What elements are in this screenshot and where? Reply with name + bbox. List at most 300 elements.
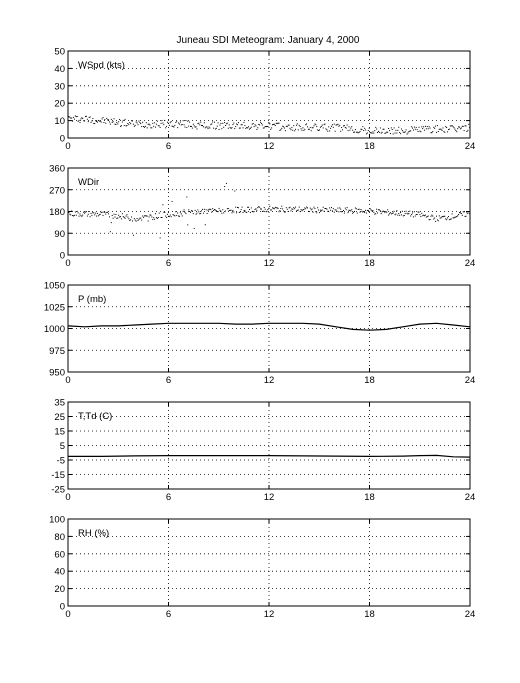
data-point <box>166 217 167 218</box>
data-point <box>113 121 114 122</box>
data-point <box>320 127 321 128</box>
data-point <box>140 123 141 124</box>
data-point <box>327 131 328 132</box>
x-tick-label: 12 <box>263 258 275 269</box>
data-point <box>147 216 148 217</box>
data-point <box>410 130 411 131</box>
panel-5 <box>49 515 475 621</box>
data-point <box>87 119 88 120</box>
data-point <box>73 117 74 118</box>
data-point <box>341 211 342 212</box>
data-point <box>162 204 163 205</box>
data-point <box>258 124 259 125</box>
data-point <box>303 209 304 210</box>
data-point <box>389 213 390 214</box>
data-point <box>291 209 292 210</box>
y-tick-label: 180 <box>49 207 65 218</box>
data-point <box>395 133 396 134</box>
x-tick-label: 6 <box>165 141 172 152</box>
data-point <box>178 123 179 124</box>
data-point <box>221 128 222 129</box>
data-point <box>268 122 269 123</box>
data-point <box>310 127 311 128</box>
data-point <box>274 208 275 209</box>
data-point <box>246 127 247 128</box>
data-point <box>151 216 152 217</box>
data-point <box>263 211 264 212</box>
y-tick-label: 270 <box>49 185 65 197</box>
data-point <box>415 216 416 217</box>
data-point <box>268 208 269 209</box>
data-point <box>75 212 76 213</box>
data-point <box>368 210 369 211</box>
data-point <box>248 126 249 127</box>
data-point <box>233 123 234 124</box>
data-point <box>283 126 284 127</box>
data-point <box>402 130 403 131</box>
data-point <box>210 124 211 125</box>
data-point <box>441 217 442 218</box>
data-point <box>435 126 436 127</box>
y-tick-label: -15 <box>51 470 65 481</box>
data-point <box>116 122 117 123</box>
data-point <box>282 208 283 209</box>
panel-label: T,Td (C) <box>78 411 113 422</box>
data-point <box>120 216 121 217</box>
data-point <box>240 128 241 129</box>
data-point <box>345 208 346 209</box>
data-point <box>79 120 80 121</box>
data-point <box>322 210 323 211</box>
data-point <box>428 128 429 129</box>
data-point <box>342 129 343 130</box>
data-point <box>171 121 172 122</box>
data-point <box>398 127 399 128</box>
data-point <box>160 127 161 128</box>
data-point <box>208 209 209 210</box>
x-tick-label: 24 <box>464 375 476 386</box>
data-point <box>221 213 222 214</box>
data-point <box>190 212 191 213</box>
data-point <box>192 128 193 129</box>
plot-frame <box>68 519 470 606</box>
data-point <box>421 213 422 214</box>
data-point <box>105 123 106 124</box>
data-point <box>366 213 367 214</box>
data-point <box>230 210 231 211</box>
data-point <box>177 213 178 214</box>
data-point <box>346 128 347 129</box>
data-point <box>185 213 186 214</box>
data-point <box>371 132 372 133</box>
data-point <box>193 213 194 214</box>
data-point <box>158 125 159 126</box>
data-point <box>222 209 223 210</box>
data-point <box>296 211 297 212</box>
data-point <box>161 217 162 218</box>
data-point <box>257 207 258 208</box>
data-point <box>383 129 384 130</box>
data-point <box>84 120 85 121</box>
data-point <box>179 216 180 217</box>
data-point <box>376 129 377 130</box>
data-point <box>420 216 421 217</box>
data-point <box>83 120 84 121</box>
data-point <box>367 132 368 133</box>
data-point <box>325 208 326 209</box>
data-point <box>410 215 411 216</box>
data-point <box>199 213 200 214</box>
y-tick-label: 1025 <box>43 302 65 314</box>
data-point <box>100 214 101 215</box>
data-point <box>385 211 386 212</box>
data-point <box>99 214 100 215</box>
data-point <box>367 210 368 211</box>
data-point <box>354 132 355 133</box>
data-point <box>391 127 392 128</box>
data-point <box>316 212 317 213</box>
data-point <box>126 216 127 217</box>
data-point <box>253 211 254 212</box>
data-point <box>297 210 298 211</box>
data-point <box>152 123 153 124</box>
data-point <box>226 123 227 124</box>
data-point <box>348 210 349 211</box>
data-point <box>305 208 306 209</box>
data-point <box>196 126 197 127</box>
data-point <box>446 127 447 128</box>
y-tick-label: 5 <box>59 441 65 452</box>
data-point <box>455 130 456 131</box>
data-point <box>445 126 446 127</box>
data-point <box>414 127 415 128</box>
data-point <box>428 216 429 217</box>
x-tick-label: 24 <box>464 258 476 269</box>
data-point <box>108 119 109 120</box>
data-point <box>219 129 220 130</box>
data-point <box>249 209 250 210</box>
data-point <box>137 122 138 123</box>
data-point <box>280 129 281 130</box>
data-point <box>380 127 381 128</box>
data-point <box>145 126 146 127</box>
data-point <box>69 214 70 215</box>
data-point <box>318 210 319 211</box>
data-point <box>288 211 289 212</box>
data-point <box>160 237 161 238</box>
data-point <box>220 211 221 212</box>
data-point <box>271 127 272 128</box>
data-point <box>179 124 180 125</box>
data-point <box>348 126 349 127</box>
data-point <box>395 214 396 215</box>
data-point <box>242 124 243 125</box>
data-point <box>157 218 158 219</box>
data-point <box>121 218 122 219</box>
data-point <box>181 213 182 214</box>
data-point <box>176 121 177 122</box>
data-point <box>392 213 393 214</box>
data-point <box>198 123 199 124</box>
data-point <box>243 210 244 211</box>
data-point <box>399 132 400 133</box>
data-point <box>448 216 449 217</box>
data-point <box>406 129 407 130</box>
data-point <box>254 211 255 212</box>
data-point <box>279 210 280 211</box>
data-point <box>374 214 375 215</box>
data-point <box>125 119 126 120</box>
data-point <box>214 209 215 210</box>
data-point <box>80 215 81 216</box>
data-point <box>247 207 248 208</box>
data-point <box>386 132 387 133</box>
data-point <box>213 128 214 129</box>
data-point <box>321 126 322 127</box>
data-point <box>139 122 140 123</box>
data-point <box>430 216 431 217</box>
data-point <box>85 212 86 213</box>
data-point <box>440 218 441 219</box>
data-point <box>243 127 244 128</box>
data-point <box>290 128 291 129</box>
data-point <box>249 129 250 130</box>
data-point <box>442 127 443 128</box>
data-point <box>418 131 419 132</box>
data-point <box>177 127 178 128</box>
data-point <box>468 211 469 212</box>
data-point <box>117 123 118 124</box>
data-point <box>131 216 132 217</box>
data-point <box>130 123 131 124</box>
data-point <box>220 125 221 126</box>
data-point <box>413 216 414 217</box>
data-point <box>422 215 423 216</box>
data-point <box>387 132 388 133</box>
data-point <box>138 121 139 122</box>
data-point <box>94 123 95 124</box>
data-point <box>276 207 277 208</box>
data-point <box>266 126 267 127</box>
data-point <box>119 119 120 120</box>
data-point <box>115 214 116 215</box>
data-point <box>338 211 339 212</box>
data-point <box>157 121 158 122</box>
data-point <box>121 125 122 126</box>
data-point <box>252 211 253 212</box>
data-point <box>356 132 357 133</box>
data-point <box>343 210 344 211</box>
data-point <box>387 209 388 210</box>
data-point <box>150 215 151 216</box>
data-point <box>110 231 111 232</box>
data-point <box>426 128 427 129</box>
x-tick-label: 24 <box>464 492 476 503</box>
data-point <box>267 126 268 127</box>
data-point <box>99 121 100 122</box>
data-point <box>451 125 452 126</box>
data-point <box>266 211 267 212</box>
data-point <box>207 127 208 128</box>
data-point <box>317 207 318 208</box>
data-point <box>352 213 353 214</box>
data-point <box>140 218 141 219</box>
data-point <box>83 212 84 213</box>
data-point <box>68 214 69 215</box>
data-point <box>297 123 298 124</box>
data-point <box>69 117 70 118</box>
data-point <box>272 124 273 125</box>
data-point <box>431 215 432 216</box>
data-point <box>201 125 202 126</box>
data-point <box>74 215 75 216</box>
data-point <box>292 209 293 210</box>
data-point <box>239 212 240 213</box>
x-tick-label: 6 <box>165 375 172 386</box>
data-point <box>233 212 234 213</box>
data-point <box>353 132 354 133</box>
x-tick-label: 12 <box>263 492 275 503</box>
data-point <box>411 214 412 215</box>
data-point <box>146 215 147 216</box>
data-point <box>199 124 200 125</box>
data-point <box>325 128 326 129</box>
data-point <box>416 214 417 215</box>
data-point <box>174 215 175 216</box>
data-point <box>465 125 466 126</box>
data-point <box>255 208 256 209</box>
data-point <box>460 212 461 213</box>
data-point <box>325 124 326 125</box>
data-point <box>411 126 412 127</box>
data-point <box>433 219 434 220</box>
data-point <box>215 129 216 130</box>
data-point <box>309 211 310 212</box>
data-point <box>161 217 162 218</box>
data-point <box>335 131 336 132</box>
data-point <box>138 219 139 220</box>
data-point <box>294 130 295 131</box>
data-point <box>407 134 408 135</box>
data-point <box>315 211 316 212</box>
y-tick-label: 1000 <box>43 324 65 335</box>
data-point <box>171 216 172 217</box>
data-point <box>283 210 284 211</box>
data-point <box>281 206 282 207</box>
data-point <box>334 212 335 213</box>
data-point <box>429 126 430 127</box>
data-point <box>295 129 296 130</box>
data-point <box>363 130 364 131</box>
data-point <box>164 120 165 121</box>
data-point <box>189 211 190 212</box>
data-point <box>229 210 230 211</box>
data-point <box>154 219 155 220</box>
data-point <box>329 130 330 131</box>
data-point <box>194 125 195 126</box>
data-point <box>320 210 321 211</box>
data-point <box>92 212 93 213</box>
data-point <box>305 124 306 125</box>
data-point <box>360 209 361 210</box>
data-point <box>74 119 75 120</box>
data-point <box>230 127 231 128</box>
data-point <box>350 128 351 129</box>
data-point <box>342 211 343 212</box>
y-tick-label: 50 <box>54 46 65 58</box>
data-point <box>332 210 333 211</box>
data-point <box>340 209 341 210</box>
data-point <box>331 207 332 208</box>
data-point <box>72 215 73 216</box>
data-point <box>145 215 146 216</box>
data-point <box>190 126 191 127</box>
data-point <box>217 126 218 127</box>
data-point <box>225 125 226 126</box>
data-point <box>404 132 405 133</box>
data-point <box>231 127 232 128</box>
data-point <box>209 209 210 210</box>
data-point <box>196 128 197 129</box>
data-point <box>343 125 344 126</box>
data-point <box>394 127 395 128</box>
data-point <box>103 215 104 216</box>
data-point <box>256 129 257 130</box>
data-point <box>407 213 408 214</box>
data-point <box>143 126 144 127</box>
data-point <box>262 124 263 125</box>
data-point <box>439 215 440 216</box>
data-point <box>132 221 133 222</box>
data-point <box>359 132 360 133</box>
data-point <box>68 116 69 117</box>
data-point <box>315 124 316 125</box>
data-point <box>98 120 99 121</box>
data-point <box>77 116 78 117</box>
data-point <box>402 211 403 212</box>
data-point <box>276 123 277 124</box>
x-tick-label: 6 <box>165 609 172 620</box>
y-tick-label: 30 <box>54 81 65 93</box>
data-point <box>307 126 308 127</box>
data-point <box>431 132 432 133</box>
data-point <box>389 130 390 131</box>
data-point <box>301 209 302 210</box>
data-point <box>110 124 111 125</box>
data-point <box>180 212 181 213</box>
data-point <box>109 121 110 122</box>
data-point <box>143 217 144 218</box>
data-point <box>244 210 245 211</box>
data-point <box>151 127 152 128</box>
data-point <box>307 207 308 208</box>
data-point <box>356 208 357 209</box>
data-point <box>86 211 87 212</box>
data-point <box>200 122 201 123</box>
x-tick-label: 0 <box>65 609 71 620</box>
data-point <box>154 122 155 123</box>
y-tick-label: 975 <box>49 345 65 357</box>
data-point <box>102 118 103 119</box>
y-tick-label: -5 <box>56 455 65 467</box>
data-point <box>434 128 435 129</box>
data-point <box>358 209 359 210</box>
data-point <box>147 127 148 128</box>
data-point <box>149 124 150 125</box>
data-point <box>464 130 465 131</box>
data-point <box>401 214 402 215</box>
data-point <box>103 122 104 123</box>
